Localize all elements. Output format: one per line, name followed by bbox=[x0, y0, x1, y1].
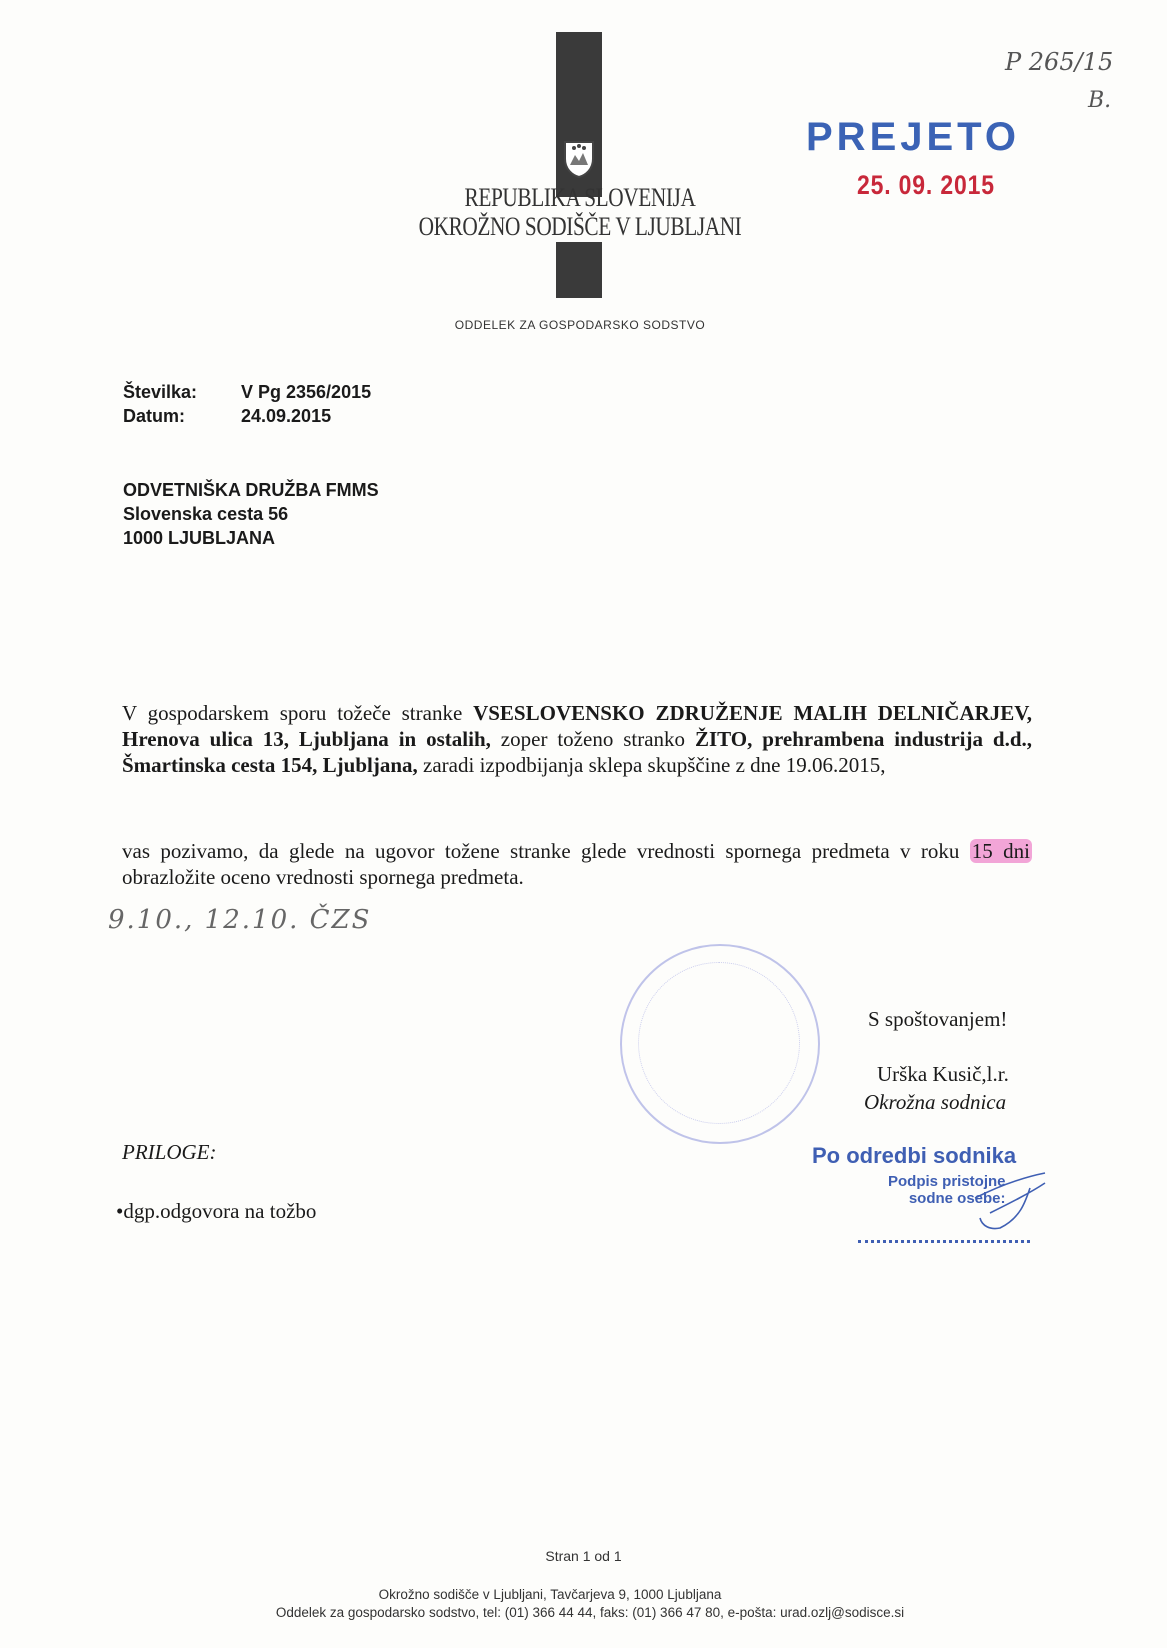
attachments-title: PRILOGE: bbox=[122, 1140, 217, 1164]
p1-plaintiff: VSESLOVENSKO ZDRUŽENJE MALIH DELNIČARJEV, Hrenova ulica 13, Ljubljana in ostalih, bbox=[122, 701, 1032, 751]
case-number-value: V Pg 2356/2015 bbox=[241, 382, 372, 402]
judge-title: Okrožna sodnica bbox=[864, 1090, 1007, 1114]
case-date-label: Datum: bbox=[123, 406, 185, 426]
footer-contacts: Oddelek za gospodarsko sodstvo, tel: (01) 366 44 44, faks: (01) 366 47 80, e-pošta: urad.ozlj@sodisce.si bbox=[275, 1605, 905, 1620]
handwritten-initial: B. bbox=[1088, 88, 1112, 113]
p2-text-b: obrazložite oceno vrednosti spornega predmeta. bbox=[122, 865, 524, 889]
order-stamp-sub-line1: Podpis pristojne bbox=[888, 1173, 1006, 1190]
addressee-city: 1000 LJUBLJANA bbox=[123, 528, 276, 548]
received-stamp-date: 25. 09. 2015 bbox=[857, 170, 995, 200]
coat-of-arms-icon bbox=[562, 139, 596, 179]
signature-scribble-icon bbox=[970, 1158, 1050, 1238]
court-seal bbox=[620, 944, 820, 1144]
p1-text-c: zoper toženo stranko bbox=[490, 727, 695, 751]
p2-text-a: vas pozivamo, da glede na ugovor tožene stranke glede vrednosti spornega predmeta v roku bbox=[122, 839, 970, 863]
case-number-row bbox=[123, 380, 371, 404]
addressee-block bbox=[123, 478, 379, 550]
court-seal-inner-ring bbox=[638, 962, 800, 1124]
crest-bar-bottom bbox=[556, 242, 602, 298]
order-stamp-dotted-line bbox=[858, 1240, 1030, 1246]
court-name-line2: OKROŽNO SODIŠČE V LJUBLJANI bbox=[418, 212, 742, 241]
attachment-item: •dgp.odgovora na tožbo bbox=[116, 1199, 317, 1223]
addressee-name: ODVETNIŠKA DRUŽBA FMMS bbox=[123, 480, 379, 500]
received-stamp-label: PREJETO bbox=[806, 115, 1020, 159]
order-stamp-sub-line2: sodne osebe: bbox=[908, 1190, 1006, 1207]
case-date-row bbox=[123, 404, 371, 428]
body-paragraph-1 bbox=[122, 700, 1032, 778]
body-paragraph-2 bbox=[122, 838, 1032, 890]
judge-name: Urška Kusič,l.r. bbox=[877, 1062, 1009, 1086]
handwritten-dates: 9.10., 12.10. ČZS bbox=[108, 905, 372, 935]
court-name-line1: REPUBLIKA SLOVENIJA bbox=[464, 183, 696, 212]
case-reference bbox=[123, 380, 371, 428]
closing-greeting: S spoštovanjem! bbox=[868, 1007, 1008, 1031]
case-number-label: Številka: bbox=[123, 382, 198, 402]
department-name: ODDELEK ZA GOSPODARSKO SODSTVO bbox=[454, 318, 706, 332]
p1-defendant: ŽITO, prehrambena industrija d.d., Šmartinska cesta 154, Ljubljana, bbox=[122, 727, 1032, 777]
handwritten-reference: P 265/15 bbox=[1005, 48, 1114, 76]
p1-text-e: zaradi izpodbijanja sklepa skupščine z dne 19.06.2015, bbox=[417, 753, 886, 777]
footer-address: Okrožno sodišče v Ljubljani, Tavčarjeva 9, 1000 Ljubljana bbox=[378, 1587, 722, 1602]
p1-text-a: V gospodarskem sporu tožeče stranke bbox=[122, 701, 474, 725]
order-stamp-title: Po odredbi sodnika bbox=[812, 1143, 1017, 1168]
case-date-value: 24.09.2015 bbox=[241, 406, 332, 426]
deadline-highlight: 15 dni bbox=[971, 839, 1030, 863]
addressee-street: Slovenska cesta 56 bbox=[123, 504, 289, 524]
page-number: Stran 1 od 1 bbox=[545, 1548, 622, 1564]
